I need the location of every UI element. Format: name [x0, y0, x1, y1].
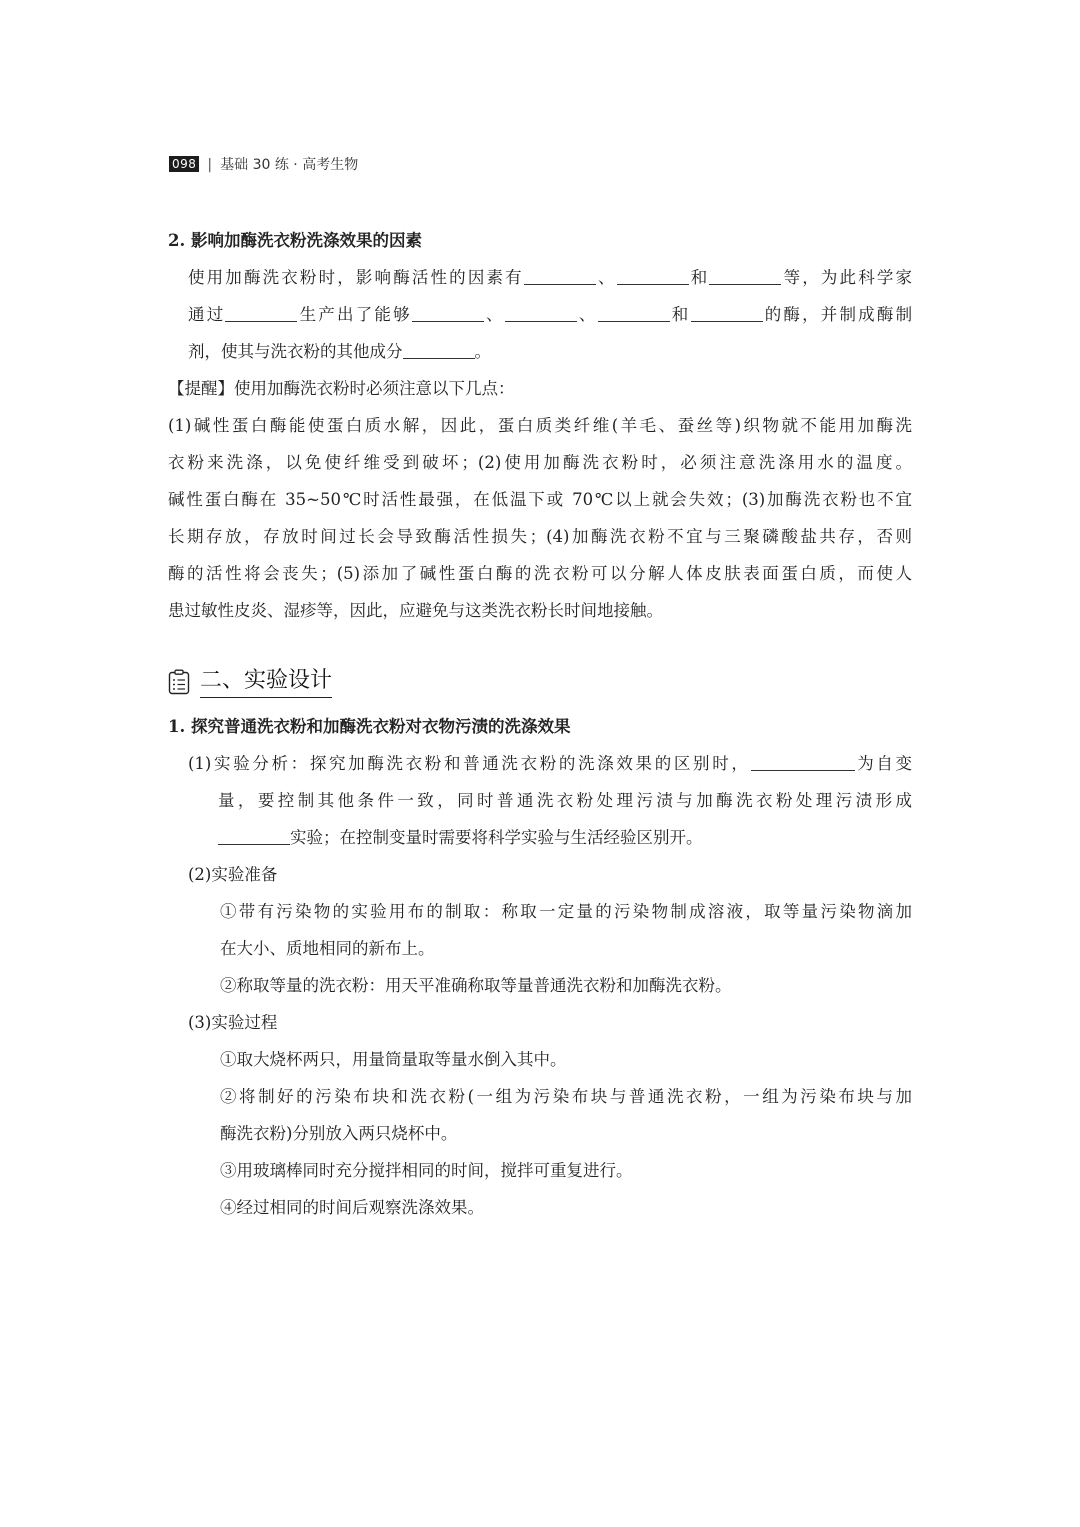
answer-blank[interactable] [751, 752, 855, 771]
text-segment: 剂，使其与洗衣粉的其他成分 [188, 342, 403, 361]
text-segment: 使用加酶洗衣粉时，影响酶活性的因素有 [188, 268, 524, 287]
experiment-heading: 1. 探究普通洗衣粉和加酶洗衣粉对衣物污渍的洗涤效果 [168, 717, 571, 736]
prep-step-1: ①带有污染物的实验用布的制取：称取一定量的污染物制成溶液，取等量污染物滴加 [220, 902, 912, 921]
text-segment: 、 [576, 305, 598, 324]
reminder-line: 酶的活性将会丧失；(5)添加了碱性蛋白酶的洗衣粉可以分解人体皮肤表面蛋白质，而使人 [168, 564, 912, 583]
reminder-line: 患过敏性皮炎、湿疹等，因此，应避免与这类洗衣粉长时间地接触。 [168, 601, 663, 620]
header-separator: | [207, 157, 213, 173]
answer-blank[interactable] [691, 303, 763, 322]
book-title-wrap [207, 154, 358, 174]
text-segment: 、 [483, 305, 505, 324]
text-segment: 、 [595, 268, 617, 287]
text-segment: 实验；在控制变量时需要将科学实验与生活经验区别开。 [290, 828, 703, 847]
text-segment: 和 [688, 268, 710, 287]
text-segment: 生产出了能够 [297, 305, 412, 324]
process-title: (3)实验过程 [188, 1013, 278, 1032]
book-title: 基础 30 练 · 高考生物 [220, 157, 359, 173]
answer-blank[interactable] [709, 266, 781, 285]
page-content [168, 222, 912, 1226]
text-segment: 等，为此科学家 [781, 268, 913, 287]
analysis-line-2: 量，要控制其他条件一致，同时普通洗衣粉处理污渍与加酶洗衣粉处理污渍形成 [218, 791, 912, 810]
process-step-2: ②将制好的污染布块和洗衣粉(一组为污染布块与普通洗衣粉，一组为污染布块与加 [220, 1087, 912, 1106]
text-segment: 和 [669, 305, 691, 324]
clipboard-icon [168, 669, 190, 695]
section-heading-experiment [168, 662, 912, 702]
prep-step-2: ②称取等量的洗衣粉：用天平准确称取等量普通洗衣粉和加酶洗衣粉。 [220, 976, 732, 995]
text-segment: 为自变 [854, 754, 913, 773]
answer-blank[interactable] [505, 303, 577, 322]
reminder-line: 长期存放，存放时间过长会导致酶活性损失；(4)加酶洗衣粉不宜与三聚磷酸盐共存，否则 [168, 527, 912, 546]
answer-blank[interactable] [524, 266, 596, 285]
fill-paragraph-line-1 [168, 259, 912, 296]
prep-title: (2)实验准备 [188, 865, 278, 884]
fill-paragraph-line-3 [168, 333, 912, 370]
text-segment: (1)实验分析：探究加酶洗衣粉和普通洗衣粉的洗涤效果的区别时， [188, 754, 751, 773]
reminder-line: 碱性蛋白酶在 35~50℃时活性最强，在低温下或 70℃以上就会失效；(3)加酶洗衣粉也不宜 [168, 490, 912, 509]
process-step-2-cont: 酶洗衣粉)分别放入两只烧杯中。 [220, 1124, 458, 1143]
analysis-line-3 [168, 819, 912, 856]
answer-blank[interactable] [225, 303, 297, 322]
answer-blank[interactable] [403, 340, 475, 359]
process-step-1: ①取大烧杯两只，用量筒量取等量水倒入其中。 [220, 1050, 567, 1069]
text-segment: 通过 [188, 305, 226, 324]
section-heading-factors: 2. 影响加酶洗衣粉洗涤效果的因素 [168, 231, 422, 250]
prep-step-1-cont: 在大小、质地相同的新布上。 [220, 939, 435, 958]
reminder-line: 【提醒】使用加酶洗衣粉时必须注意以下几点： [168, 379, 515, 398]
answer-blank[interactable] [617, 266, 689, 285]
text-segment: 的酶，并制成酶制 [762, 305, 913, 324]
text-segment: 。 [474, 342, 491, 361]
section-title: 二、实验设计 [200, 666, 332, 698]
page-header [169, 152, 358, 176]
reminder-line: (1)碱性蛋白酶能使蛋白质水解，因此，蛋白质类纤维(羊毛、蚕丝等)织物就不能用加酶洗 [168, 416, 912, 435]
answer-blank[interactable] [218, 826, 290, 845]
process-step-4: ④经过相同的时间后观察洗涤效果。 [220, 1198, 484, 1217]
analysis-line-1 [168, 745, 912, 782]
answer-blank[interactable] [598, 303, 670, 322]
reminder-line: 衣粉来洗涤，以免使纤维受到破坏；(2)使用加酶洗衣粉时，必须注意洗涤用水的温度。 [168, 453, 912, 472]
answer-blank[interactable] [412, 303, 484, 322]
fill-paragraph-line-2 [168, 296, 912, 333]
page-number: 098 [169, 156, 199, 172]
process-step-3: ③用玻璃棒同时充分搅拌相同的时间，搅拌可重复进行。 [220, 1161, 633, 1180]
